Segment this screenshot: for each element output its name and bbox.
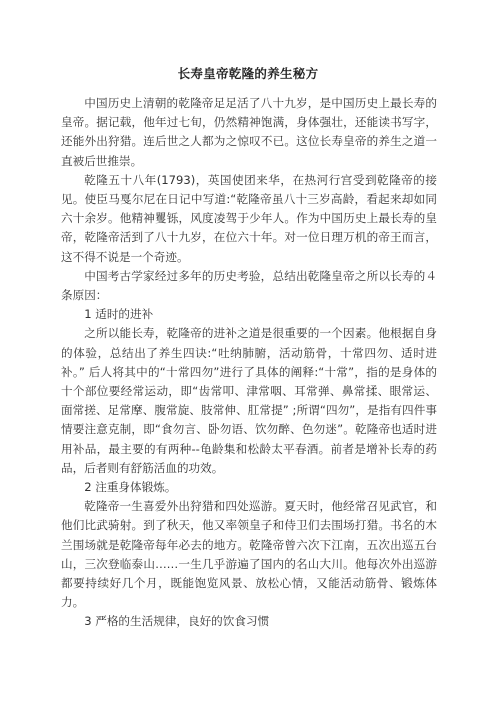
- paragraph-tonic: 之所以能长寿，乾隆帝的进补之道是很重要的一个因素。他根据自身的体验，总结出了养生四诀:“吐纳肺腑，活动筋骨，十常四勿、适时进补。” 后人将其中的“十常四勿”进行了具体的阐释:“十常”，指的是身体的十个部位要经常运动，即“齿常叩、津常咽、耳常弹、鼻常揉、眼常运、面常搓、足常摩、腹常旋、肢常伸、肛常提” ;所谓“四勿”，是指有四件事情要注意克制，即“食勿言、卧勿语、饮勿醉、色勿迷”。乾隆帝也适时进用补品，最主要的有两种--龟龄集和松龄太平春酒。前者是增补长寿的药品，后者则有舒筋活血的功效。: [61, 326, 437, 475]
- document-body: [61, 94, 437, 632]
- paragraph-british-embassy: 乾隆五十八年(1793)，英国使团来华，在热河行宫受到乾隆帝的接见。使臣马戛尔尼在日记中写道:“乾隆帝虽八十三岁高龄，看起来却如同六十余岁。他精神矍铄，风度凌驾于少年人。作为中国历史上最长寿的皇帝，乾隆帝活到了八十九岁，在位六十年。对一位日理万机的帝王而言，这不得不说是一个奇迹。: [61, 172, 437, 264]
- section-heading-3: 3 严格的生活规律，良好的饮食习惯: [84, 614, 270, 629]
- section-heading-1: 1 适时的进补: [84, 307, 154, 322]
- document-title: 长寿皇帝乾隆的养生秘方: [177, 66, 319, 81]
- paragraph-intro: 中国历史上清朝的乾隆帝足足活了八十九岁，是中国历史上最长寿的皇帝。据记载，他年过七旬，仍然精神饱满，身体强壮，还能读书写字，还能外出狩猎。连后世之人都为之惊叹不已。这位长寿皇帝的养生之道一直被后世推崇。: [61, 96, 437, 168]
- paragraph-four-reasons: 中国考古学家经过多年的历史考验，总结出乾隆皇帝之所以长寿的４条原因：: [61, 268, 437, 303]
- section-heading-2: 2 注重身体锻炼。: [84, 480, 177, 495]
- paragraph-exercise: 乾隆帝一生喜爱外出狩猎和四处巡游。夏天时，他经常召见武官，和他们比武骑射。到了秋天，他又率领皇子和侍卫们去围场打猎。书名的木兰围场就是乾隆帝每年必去的地方。乾隆帝曾六次下江南，五次出巡五台山，三次登临泰山……一生几乎游遍了国内的名山大川。他每次外出巡游都要持续好几个月，既能饱览风景、放松心情，又能活动筋骨、锻炼体力。: [61, 499, 437, 610]
